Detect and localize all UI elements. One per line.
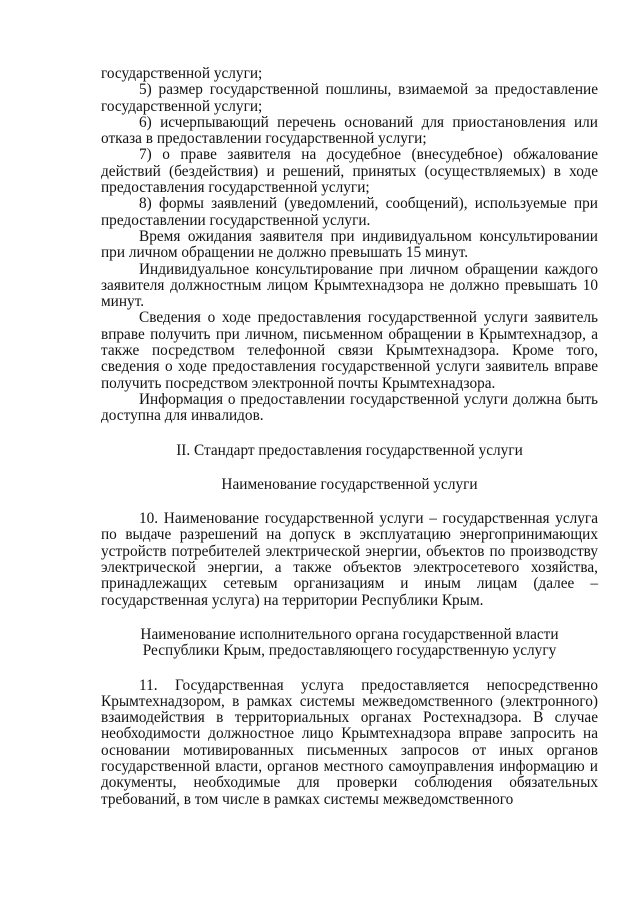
spacer [101, 660, 598, 678]
paragraph-waiting-time: Время ожидания заявителя при индивидуальном консультировании при личном обращении не должно превышать 15 минут. [101, 227, 598, 262]
section-heading: II. Стандарт предоставления государственной услуги [176, 441, 523, 459]
subheading-executive-body: Наименование исполнительного органа государственной власти Республики Крым, предоставляющего государственную услугу [140, 625, 559, 660]
spacer [101, 609, 598, 627]
subheading-service-name: Наименование государственной услуги [221, 475, 478, 493]
list-item-5: 5) размер государственной пошлины, взимаемой за предоставление государственной услуги; [101, 81, 598, 115]
spacer [101, 493, 598, 511]
list-item-6: 6) исчерпывающий перечень оснований для приостановления или отказа в предоставлении государственной услуги; [101, 113, 598, 148]
list-item-8: 8) формы заявлений (уведомлений, сообщений), используемые при предоставлении государственной услуги. [101, 195, 598, 229]
paragraph-progress-info: Сведения о ходе предоставления государственной услуги заявитель вправе получить при личном, письменном обращении в Крымтехнадзор, а также посредством телефонной связи Крымтехнадзора. Кроме того, сведения о ходе предоставления государственной услуги заявитель вправе получить посредством электронной почты Крымтехнадзора. [101, 309, 598, 392]
paragraph-10: 10. Наименование государственной услуги – государственная услуга по выдаче разрешений на допуск в эксплуатацию энергопринимающих устройств потребителей электрической энергии, объектов по производству электрической энергии, а также объектов электросетевого хозяйства, принадлежащих сетевым организациям и иным лицам (далее – государственная услуга) на территории Республики Крым. [101, 510, 598, 609]
paragraph-consultation-time: Индивидуальное консультирование при личном обращении каждого заявителя должностным лицом Крымтехнадзора не должно превышать 10 минут. [101, 260, 598, 311]
paragraph-accessibility: Информация о предоставлении государственной услуги должна быть доступна для инвалидов. [101, 390, 598, 425]
document-body [101, 66, 598, 808]
list-item-7: 7) о праве заявителя на досудебное (внесудебное) обжалование действий (бездействия) и решений, принятых (осуществляемых) в ходе предоставления государственной услуги; [101, 146, 598, 197]
paragraph-11: 11. Государственная услуга предоставляется непосредственно Крымтехнадзором, в рамках системы межведомственного (электронного) взаимодействия в территориальных органах Ростехнадзора. В случае необходимости должностное лицо Крымтехнадзора вправе запросить на основании мотивированных письменных запросов от иных органов государственной власти, органов местного самоуправления информацию и документы, необходимые для проверки соблюдения обязательных требований, в том числе в рамках системы межведомственного [101, 676, 598, 808]
spacer [101, 425, 598, 443]
spacer [101, 459, 598, 477]
paragraph-continuation: государственной услуги; [101, 65, 263, 82]
